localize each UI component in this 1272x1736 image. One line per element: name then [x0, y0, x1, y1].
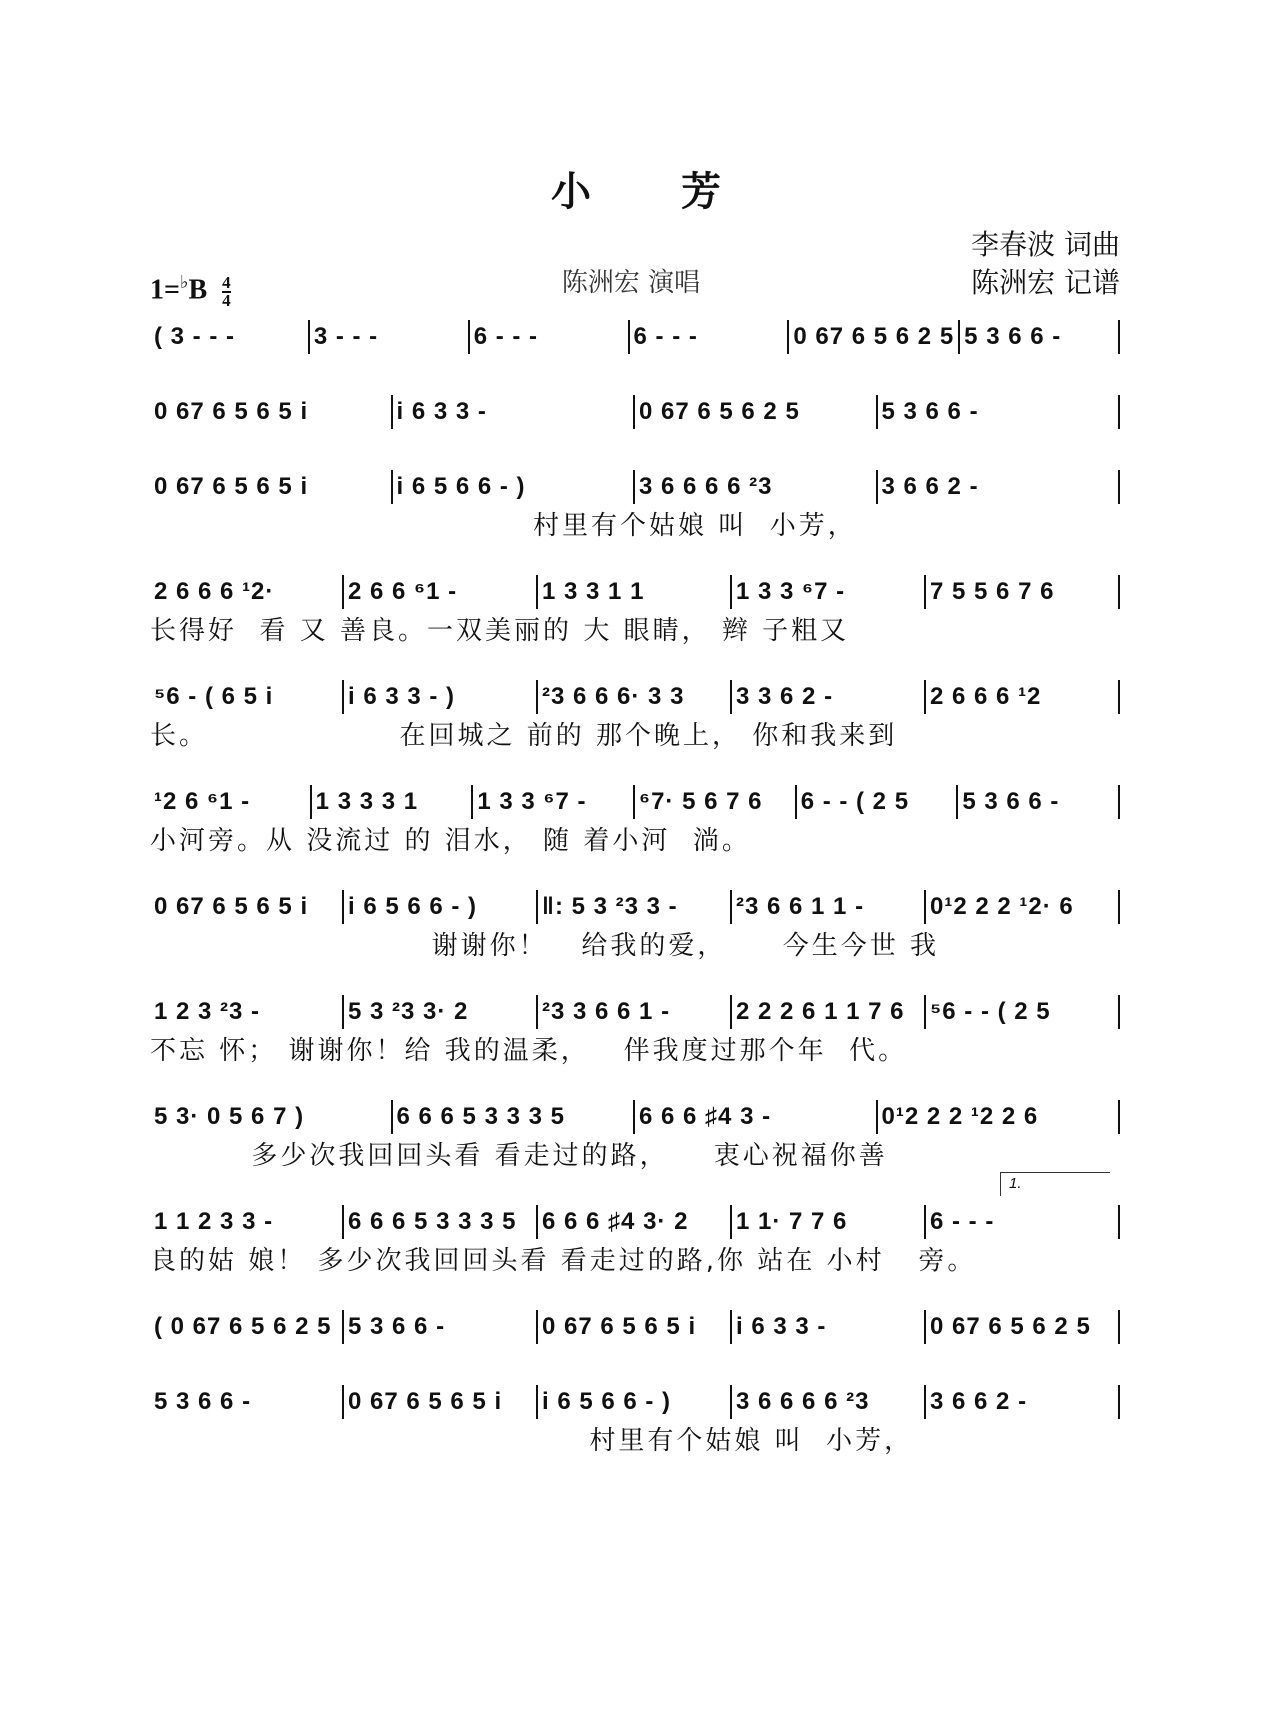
- measure: 3 3 6 2 -: [736, 683, 834, 710]
- measure: 1 3 3 3 1: [315, 788, 419, 815]
- measure: 2 6 6 6 ¹2: [930, 683, 1042, 710]
- measure: 3 - - -: [313, 323, 379, 350]
- measure: i 6 3 3 -: [396, 398, 487, 425]
- measure: 0¹2 2 2 ¹2 2 6: [881, 1103, 1039, 1130]
- key-note: B: [188, 274, 208, 306]
- author-credits: [971, 226, 1120, 302]
- notation-row: [150, 890, 1120, 924]
- notation-row: [150, 320, 1120, 354]
- measure: ( 0 67 6 5 6 2 5: [154, 1313, 332, 1340]
- measure: 0¹2 2 2 ¹2· 6: [930, 893, 1074, 920]
- measure: 5 3 6 6 -: [881, 398, 979, 425]
- measure: 3 6 6 6 6 ²3: [736, 1388, 870, 1415]
- score-line: [150, 680, 1120, 754]
- measure: 0 67 6 5 6 2 5: [930, 1313, 1091, 1340]
- notation-row: [150, 995, 1120, 1029]
- measure: ⁵6 - - ( 2 5: [930, 998, 1051, 1025]
- transcriber: 陈洲宏 记谱: [971, 266, 1120, 299]
- measure: 3 6 6 2 -: [881, 473, 979, 500]
- measure: ²3 6 6 6· 3 3: [542, 683, 685, 710]
- measure: ( 3 - - -: [154, 323, 235, 350]
- measure: 6 - - -: [473, 323, 539, 350]
- barline: [1118, 575, 1120, 609]
- measure: ²3 3 6 6 1 -: [542, 998, 671, 1025]
- notation-row: [150, 470, 1120, 504]
- barline: [1118, 1385, 1120, 1419]
- score-line: [150, 320, 1120, 354]
- lyrics-row: 长得好 看 又 善良。一双美丽的 大 眼睛， 辫 子粗又: [150, 616, 850, 646]
- key-label: 1=: [150, 274, 180, 306]
- measure: 2 2 2 6 1 1 7 6: [736, 998, 905, 1025]
- score-line: [150, 1310, 1120, 1344]
- lyrics-row: 小河旁。从 没流过 的 泪水， 随 着小河 淌。: [150, 826, 751, 856]
- score-line: [150, 890, 1120, 964]
- score-line: [150, 1385, 1120, 1459]
- measure: 0 67 6 5 6 5 i: [154, 893, 309, 920]
- measure: 6 6 6 ♯4 3· 2: [542, 1208, 689, 1235]
- lyrics-row: 多少次我回回头看 看走过的路， 衷心祝福你善: [150, 1141, 888, 1171]
- score-line: [150, 1100, 1120, 1174]
- measure: 1 1· 7 7 6: [736, 1208, 848, 1235]
- barline: [1118, 470, 1120, 504]
- measure: 5 3 6 6 -: [348, 1313, 446, 1340]
- measure: ¹2 6 ⁶1 -: [154, 788, 251, 815]
- measure: 5 3 6 6 -: [154, 1388, 252, 1415]
- lyricist-composer: 李春波 词曲: [971, 228, 1120, 261]
- lyrics-row: 长。 在回城之 前的 那个晚上， 你和我来到: [150, 721, 898, 751]
- score-line: [150, 1205, 1120, 1279]
- measure: i 6 5 6 6 - ): [396, 473, 526, 500]
- measure: i 6 3 3 -: [736, 1313, 827, 1340]
- measure: 6 - - ( 2 5: [800, 788, 910, 815]
- measure: 5 3 6 6 -: [964, 323, 1062, 350]
- measure: 1 3 3 ⁶7 -: [477, 788, 587, 815]
- measure: i 6 5 6 6 - ): [348, 893, 478, 920]
- measure: ‖: 5 3 ²3 3 -: [542, 893, 678, 920]
- measure: ⁵6 - ( 6 5 i: [154, 683, 274, 710]
- measure: 5 3 ²3 3· 2: [348, 998, 469, 1025]
- measure: 1 1 2 3 3 -: [154, 1208, 274, 1235]
- score-line: [150, 785, 1120, 859]
- barline: [1118, 785, 1120, 819]
- score-line: [150, 470, 1120, 544]
- measure: ²3 6 6 1 1 -: [736, 893, 865, 920]
- measure: 6 6 6 5 3 3 3 5: [348, 1208, 517, 1235]
- measure: 6 - - -: [633, 323, 698, 350]
- measure: 0 67 6 5 6 5 i: [542, 1313, 697, 1340]
- barline: [1118, 320, 1120, 354]
- measure: 3 6 6 2 -: [930, 1388, 1028, 1415]
- notation-row: [150, 680, 1120, 714]
- measure: 6 6 6 ♯4 3 -: [639, 1103, 772, 1130]
- score-line: [150, 575, 1120, 649]
- measure: 6 6 6 5 3 3 3 5: [396, 1103, 565, 1130]
- measure: 1 2 3 ²3 -: [154, 998, 261, 1025]
- score-line: [150, 395, 1120, 429]
- barline: [1118, 395, 1120, 429]
- measure: i 6 3 3 - ): [348, 683, 456, 710]
- notation-row: [150, 575, 1120, 609]
- measure: 0 67 6 5 6 2 5: [793, 323, 955, 350]
- flat-icon: ♭: [179, 272, 189, 292]
- measure: 1 3 3 ⁶7 -: [736, 578, 846, 605]
- barline: [1118, 1205, 1120, 1239]
- measure: 6 - - -: [930, 1208, 995, 1235]
- measure: 2 6 6 6 ¹2·: [154, 578, 275, 605]
- measure: 1 3 3 1 1: [542, 578, 645, 605]
- measure: ⁶7· 5 6 7 6: [639, 788, 763, 815]
- barline: [1118, 890, 1120, 924]
- notation-row: [150, 1100, 1120, 1134]
- notation-row: [150, 395, 1120, 429]
- notation-row: [150, 1385, 1120, 1419]
- measure: 0 67 6 5 6 5 i: [154, 473, 309, 500]
- measure: 0 67 6 5 6 2 5: [639, 398, 800, 425]
- notation-row: [150, 1205, 1120, 1239]
- notation-row: [150, 785, 1120, 819]
- song-title: 小芳: [551, 169, 811, 215]
- measure: 5 3 6 6 -: [962, 788, 1060, 815]
- barline: [1118, 995, 1120, 1029]
- measure: 0 67 6 5 6 5 i: [348, 1388, 503, 1415]
- notation-row: [150, 1310, 1120, 1344]
- barline: [1118, 1100, 1120, 1134]
- measure: 7 5 5 6 7 6: [930, 578, 1055, 605]
- singer-credit: 陈洲宏 演唱: [561, 268, 701, 298]
- barline: [1118, 680, 1120, 714]
- lyrics-row: 良的姑 娘！ 多少次我回回头看 看走过的路,你 站在 小村 旁。: [150, 1246, 977, 1276]
- measure: 2 6 6 ⁶1 -: [348, 578, 458, 605]
- time-bottom: 4: [222, 290, 231, 310]
- lyrics-row: 村里有个姑娘 叫 小芳，: [150, 511, 857, 541]
- volta-bracket: 1.: [1000, 1172, 1110, 1196]
- lyrics-row: 不忘 怀； 谢谢你！给 我的温柔， 伴我度过那个年 代。: [150, 1036, 908, 1066]
- measure: 0 67 6 5 6 5 i: [154, 398, 309, 425]
- time-top: 4: [222, 272, 231, 292]
- measure: 5 3· 0 5 6 7 ): [154, 1103, 305, 1130]
- score-line: [150, 995, 1120, 1069]
- lyrics-row: 谢谢你！ 给我的爱， 今生今世 我: [150, 931, 939, 961]
- barline: [1118, 1310, 1120, 1344]
- lyrics-row: 村里有个姑娘 叫 小芳，: [150, 1426, 914, 1456]
- measure: i 6 5 6 6 - ): [542, 1388, 672, 1415]
- measure: 3 6 6 6 6 ²3: [639, 473, 773, 500]
